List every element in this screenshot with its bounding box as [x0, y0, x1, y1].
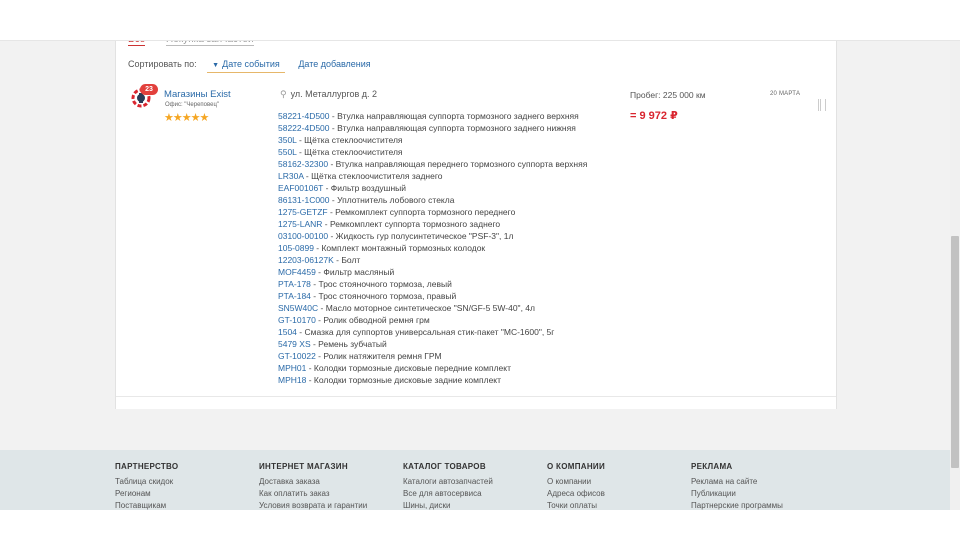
footer-heading: КАТАЛОГ ТОВАРОВ — [403, 462, 486, 471]
part-code-link[interactable]: 58222-4D500 — [278, 123, 330, 133]
part-description: - Болт — [333, 255, 361, 265]
part-row — [278, 230, 587, 242]
part-row — [278, 278, 587, 290]
footer-link[interactable]: Шины, диски — [403, 501, 451, 510]
footer-column — [259, 462, 367, 512]
part-code-link[interactable]: MPH18 — [278, 375, 307, 385]
part-description: - Щётка стеклоочистителя — [296, 147, 403, 157]
part-description: - Фильтр масляный — [315, 267, 395, 277]
total-price: = 9 972 ₽ — [630, 110, 678, 122]
part-row — [278, 206, 587, 218]
part-description: - Втулка направляющая суппорта тормозного заднего нижняя — [329, 123, 576, 133]
part-code-link[interactable]: EAF00106T — [278, 183, 324, 193]
part-description: - Щётка стеклоочистителя — [296, 135, 403, 145]
footer-link[interactable]: Как оплатить заказ — [259, 489, 330, 498]
part-row — [278, 266, 587, 278]
part-description: - Ролик обводной ремня грм — [315, 315, 430, 325]
sort-bar — [128, 59, 382, 73]
part-code-link[interactable]: 12203-06127K — [278, 255, 334, 265]
notification-badge: 23 — [140, 84, 158, 95]
footer-link[interactable]: Реклама на сайте — [691, 477, 758, 486]
part-code-link[interactable]: SN5W40C — [278, 303, 319, 313]
part-row — [278, 122, 587, 134]
history-card — [115, 40, 837, 409]
shop-address — [280, 89, 377, 100]
part-code-link[interactable]: LR30A — [278, 171, 304, 181]
part-row — [278, 290, 587, 302]
part-description: - Жидкость гур полусинтетическое "PSF-3", 1л — [328, 231, 514, 241]
part-code-link[interactable]: 58221-4D500 — [278, 111, 330, 121]
part-description: - Ремкомплект суппорта тормозного переднего — [327, 207, 516, 217]
part-description: - Трос стояночного тормоза, правый — [310, 291, 457, 301]
footer-link[interactable]: Адреса офисов — [547, 489, 605, 498]
part-row — [278, 182, 587, 194]
part-description: - Фильтр воздушный — [323, 183, 407, 193]
footer-column — [403, 462, 493, 512]
footer-link[interactable]: Точки оплаты — [547, 501, 598, 510]
location-pin-icon: ⚲ — [280, 89, 287, 99]
event-date: 20 МАРТА — [770, 91, 801, 97]
part-code-link[interactable]: MPH01 — [278, 363, 307, 373]
footer-link[interactable]: Условия возврата и гарантии — [259, 501, 368, 510]
part-code-link[interactable]: 550L — [278, 147, 297, 157]
part-description: - Колодки тормозные дисковые задние комплект — [306, 375, 502, 385]
footer-link[interactable]: Таблица скидок — [115, 477, 174, 486]
part-code-link[interactable]: PTA-184 — [278, 291, 311, 301]
part-description: - Смазка для суппортов универсальная стик-пакет "MC-1600", 5г — [296, 327, 555, 337]
part-description: - Ремень зубчатый — [310, 339, 387, 349]
part-code-link[interactable]: GT-10022 — [278, 351, 316, 361]
sort-option-label: Дате события — [222, 59, 280, 69]
part-row — [278, 242, 587, 254]
bottom-blank — [0, 510, 960, 540]
part-code-link[interactable]: 105-0899 — [278, 243, 314, 253]
part-code-link[interactable]: 1275-GETZF — [278, 207, 328, 217]
sort-caret-icon: ▼ — [212, 62, 220, 69]
part-row — [278, 338, 587, 350]
footer-link[interactable]: Поставщикам — [115, 501, 167, 510]
page-scrollbar[interactable] — [950, 40, 960, 510]
part-code-link[interactable]: 350L — [278, 135, 297, 145]
sort-by-added-date[interactable]: Дате добавления — [298, 59, 371, 69]
part-code-link[interactable]: 03100-00100 — [278, 231, 329, 241]
footer-link[interactable]: Публикации — [691, 489, 736, 498]
part-row — [278, 146, 587, 158]
mileage: Пробег: 225 000 км — [630, 90, 706, 100]
part-row — [278, 314, 587, 326]
part-description: - Щётка стеклоочистителя заднего — [303, 171, 443, 181]
parts-list — [278, 110, 587, 386]
part-row — [278, 326, 587, 338]
office-name: Офис: "Череповец" — [165, 102, 220, 108]
address-text: ул. Металлургов д. 2 — [290, 89, 378, 99]
part-description: - Комплект монтажный тормозных колодок — [313, 243, 486, 253]
part-row — [278, 362, 587, 374]
part-description: - Колодки тормозные дисковые передние комплект — [306, 363, 511, 373]
part-row — [278, 110, 587, 122]
part-code-link[interactable]: 86131-1C000 — [278, 195, 330, 205]
part-row — [278, 254, 587, 266]
part-code-link[interactable]: MOF4459 — [278, 267, 316, 277]
scrollbar-thumb[interactable] — [951, 236, 959, 468]
filter-tabs — [128, 40, 272, 48]
part-description: - Ролик натяжителя ремня ГРМ — [315, 351, 442, 361]
part-description: - Ремкомплект суппорта тормозного заднего — [322, 219, 501, 229]
part-row — [278, 194, 587, 206]
footer-link[interactable]: Партнерские программы — [691, 501, 783, 510]
footer-heading: О КОМПАНИИ — [547, 462, 606, 471]
shop-name-link[interactable]: Магазины Exist — [164, 89, 231, 100]
footer-link[interactable]: Доставка заказа — [259, 477, 320, 486]
footer-link[interactable]: Все для автосервиса — [403, 489, 482, 498]
rating-stars: ★★★★★ — [164, 112, 209, 124]
part-code-link[interactable]: 58162-32300 — [278, 159, 329, 169]
footer-heading: ПАРТНЕРСТВО — [115, 462, 179, 471]
part-code-link[interactable]: 1504 — [278, 327, 297, 337]
card-bottom-strip — [116, 396, 836, 409]
part-code-link[interactable]: GT-10170 — [278, 315, 316, 325]
footer-column — [115, 462, 178, 512]
part-code-link[interactable]: PTA-178 — [278, 279, 311, 289]
part-description: - Масло моторное синтетическое "SN/GF-5 5W-40", 4л — [318, 303, 535, 313]
footer-column — [547, 462, 605, 512]
footer-heading: РЕКЛАМА — [691, 462, 733, 471]
part-code-link[interactable]: 5479 XS — [278, 339, 311, 349]
footer-heading: ИНТЕРНЕТ МАГАЗИН — [259, 462, 348, 471]
part-row — [278, 134, 587, 146]
part-description: - Трос стояночного тормоза, левый — [310, 279, 452, 289]
part-row — [278, 350, 587, 362]
footer-link[interactable]: О компании — [547, 477, 592, 486]
part-description: - Втулка направляющая суппорта тормозного заднего верхняя — [329, 111, 579, 121]
part-row — [278, 158, 587, 170]
part-description: - Уплотнитель лобового стекла — [329, 195, 455, 205]
top-header-bar — [0, 0, 960, 41]
part-row — [278, 374, 587, 386]
part-row — [278, 302, 587, 314]
part-code-link[interactable]: 1275-LANR — [278, 219, 323, 229]
footer-link[interactable]: Регионам — [115, 489, 151, 498]
part-description: - Втулка направляющая переднего тормозного суппорта верхняя — [328, 159, 588, 169]
footer-link[interactable]: Каталоги автозапчастей — [403, 477, 493, 486]
sort-label: Сортировать по: — [128, 59, 197, 69]
drag-handle-icon[interactable] — [818, 99, 826, 111]
part-row — [278, 170, 587, 182]
site-footer — [0, 450, 950, 510]
part-row — [278, 218, 587, 230]
sort-by-event-date[interactable] — [207, 59, 285, 73]
footer-column — [691, 462, 783, 512]
